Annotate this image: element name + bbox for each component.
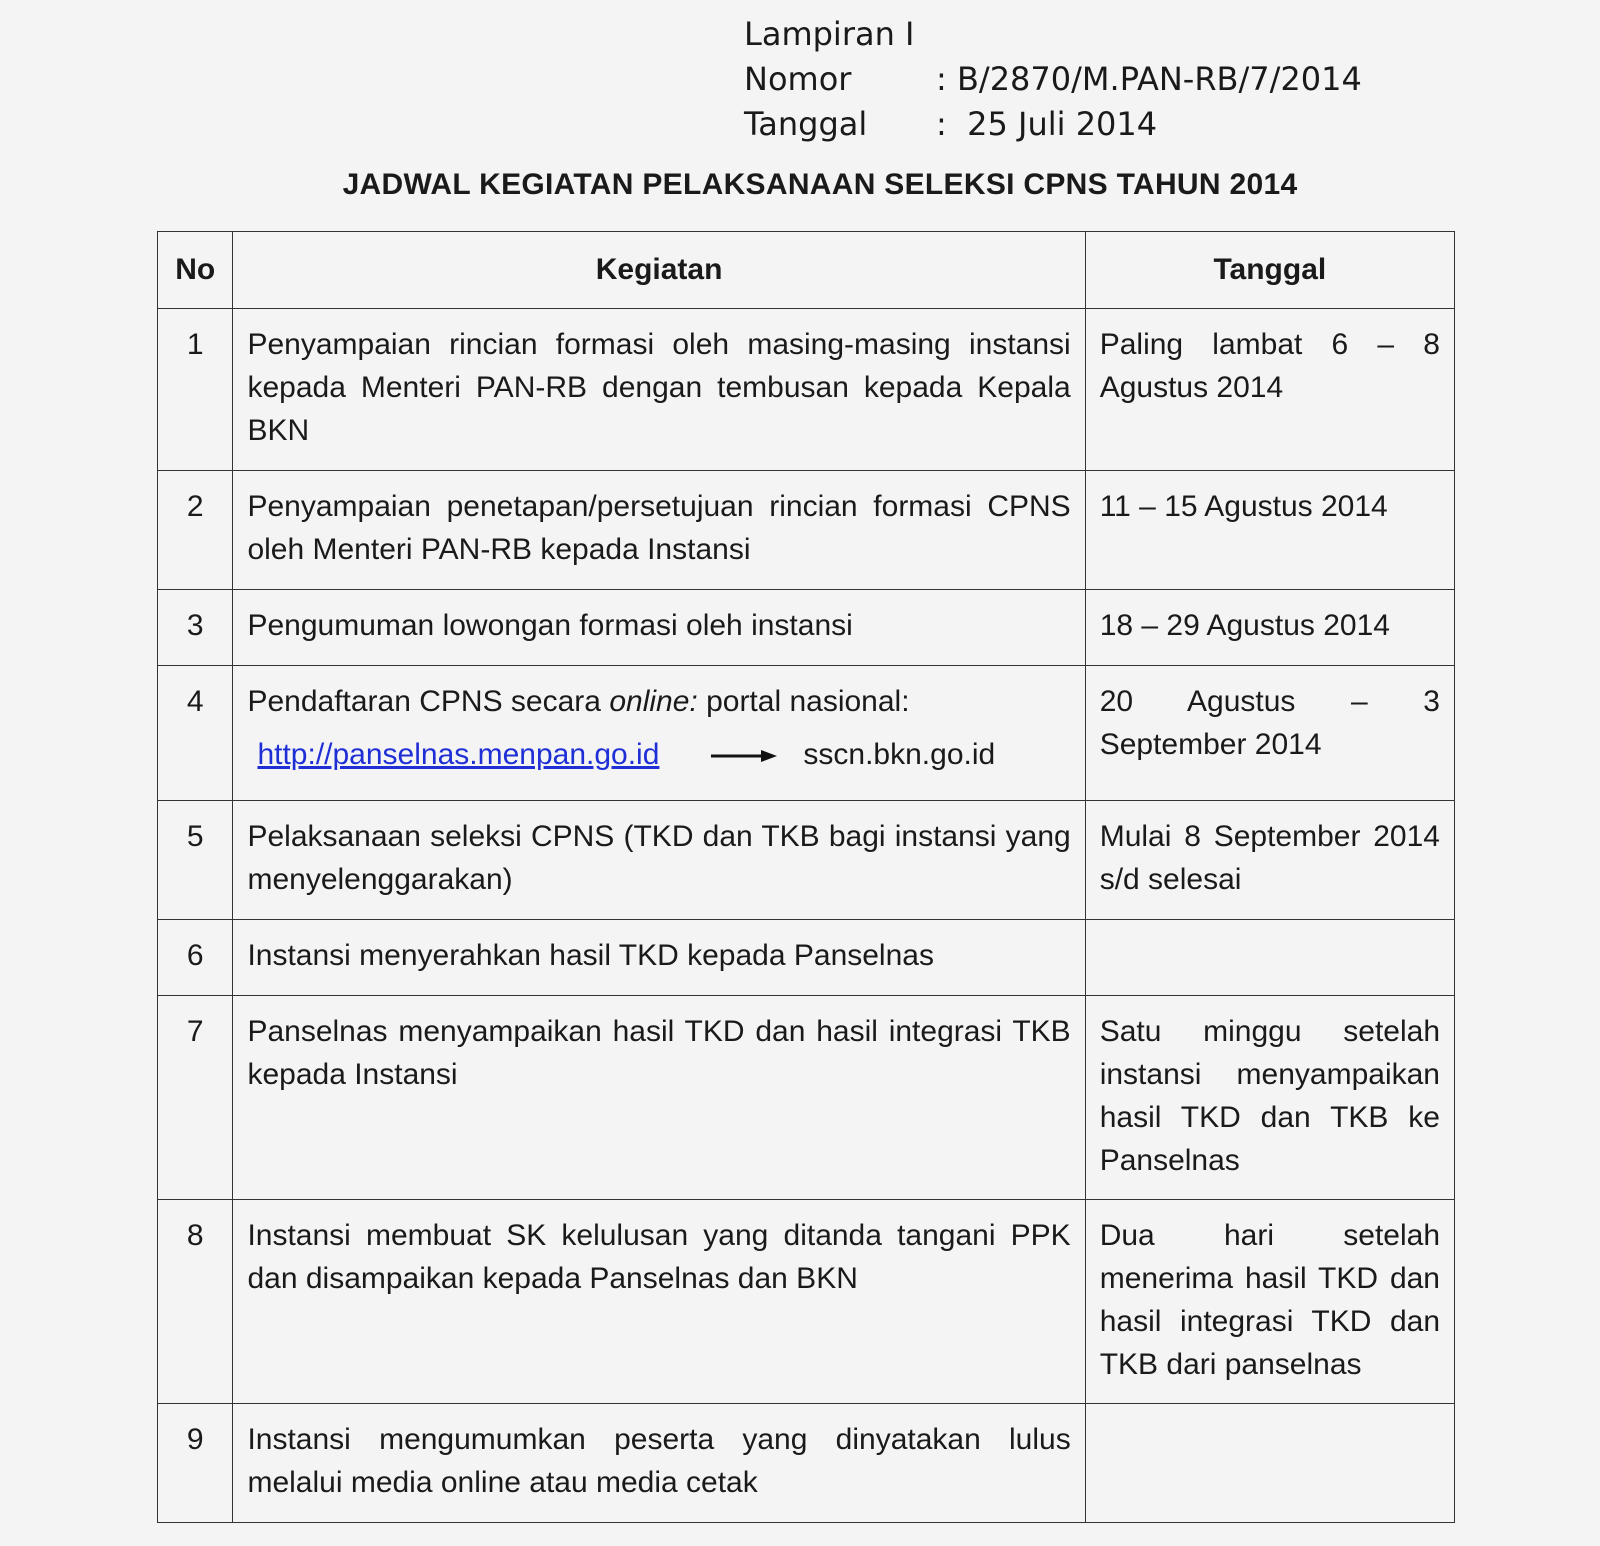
date-cell: Paling lambat 6 – 8 Agustus 2014 (1085, 309, 1454, 471)
right-arrow-icon (711, 733, 777, 776)
date-cell: Dua hari setelah menerima hasil TKD dan hasil integrasi TKD dan TKB dari panselnas (1085, 1200, 1454, 1404)
row-number: 9 (158, 1404, 233, 1523)
date-cell (1085, 1404, 1454, 1523)
activity-cell: Pengumuman lowongan formasi oleh instansi (233, 590, 1085, 666)
row-number: 3 (158, 590, 233, 666)
date-cell: 18 – 29 Agustus 2014 (1085, 590, 1454, 666)
nomor-row (744, 57, 1362, 102)
row-number: 5 (158, 801, 233, 920)
activity-cell: Instansi mengumumkan peserta yang dinyatakan lulus melalui media online atau media cetak (233, 1404, 1085, 1523)
url-line (247, 733, 1070, 776)
activity-cell: Instansi membuat SK kelulusan yang ditanda tangani PPK dan disampaikan kepada Panselnas dan BKN (233, 1200, 1085, 1404)
table-row (158, 801, 1455, 920)
activity-cell (233, 666, 1085, 801)
row-number: 2 (158, 471, 233, 590)
registration-prefix: Pendaftaran CPNS secara (247, 685, 610, 718)
nomor-value: : B/2870/M.PAN-RB/7/2014 (936, 60, 1362, 98)
lampiran-label: Lampiran I (744, 15, 915, 53)
panselnas-link[interactable]: http://panselnas.menpan.go.id (257, 738, 660, 771)
date-cell (1085, 920, 1454, 996)
nomor-label: Nomor (744, 60, 852, 98)
table-row (158, 309, 1455, 471)
row-number: 1 (158, 309, 233, 471)
date-cell: 20 Agustus – 3 September 2014 (1085, 666, 1454, 801)
row-number: 4 (158, 666, 233, 801)
date-cell: 11 – 15 Agustus 2014 (1085, 471, 1454, 590)
registration-online: online: (609, 685, 698, 718)
document-title: JADWAL KEGIATAN PELAKSANAAN SELEKSI CPNS TAHUN 2014 (342, 168, 1298, 201)
table-row (158, 590, 1455, 666)
table-row (158, 996, 1455, 1200)
table-row (158, 1200, 1455, 1404)
header-tanggal: Tanggal (1085, 232, 1454, 309)
date-cell: Mulai 8 September 2014 s/d selesai (1085, 801, 1454, 920)
activity-cell: Instansi menyerahkan hasil TKD kepada Panselnas (233, 920, 1085, 996)
table-row (158, 920, 1455, 996)
tanggal-row (744, 102, 1362, 147)
tanggal-value: : 25 Juli 2014 (936, 105, 1158, 143)
header-no: No (158, 232, 233, 309)
table-header-row (158, 232, 1455, 309)
registration-suffix: portal nasional: (697, 685, 910, 718)
schedule-table (157, 231, 1455, 1523)
row-number: 8 (158, 1200, 233, 1404)
table-row (158, 471, 1455, 590)
header-kegiatan: Kegiatan (233, 232, 1085, 309)
activity-cell: Panselnas menyampaikan hasil TKD dan hasil integrasi TKB kepada Instansi (233, 996, 1085, 1200)
letter-header (744, 12, 1362, 147)
activity-cell: Pelaksanaan seleksi CPNS (TKD dan TKB bagi instansi yang menyelenggarakan) (233, 801, 1085, 920)
table-row (158, 1404, 1455, 1523)
registration-text (247, 680, 1070, 723)
activity-cell: Penyampaian rincian formasi oleh masing-masing instansi kepada Menteri PAN-RB dengan tembusan kepada Kepala BKN (233, 309, 1085, 471)
row-number: 7 (158, 996, 233, 1200)
tanggal-label: Tanggal (744, 105, 868, 143)
table-row (158, 666, 1455, 801)
date-cell: Satu minggu setelah instansi menyampaikan hasil TKD dan TKB ke Panselnas (1085, 996, 1454, 1200)
sscn-target: sscn.bkn.go.id (803, 738, 996, 771)
activity-cell: Penyampaian penetapan/persetujuan rincian formasi CPNS oleh Menteri PAN-RB kepada Instansi (233, 471, 1085, 590)
row-number: 6 (158, 920, 233, 996)
